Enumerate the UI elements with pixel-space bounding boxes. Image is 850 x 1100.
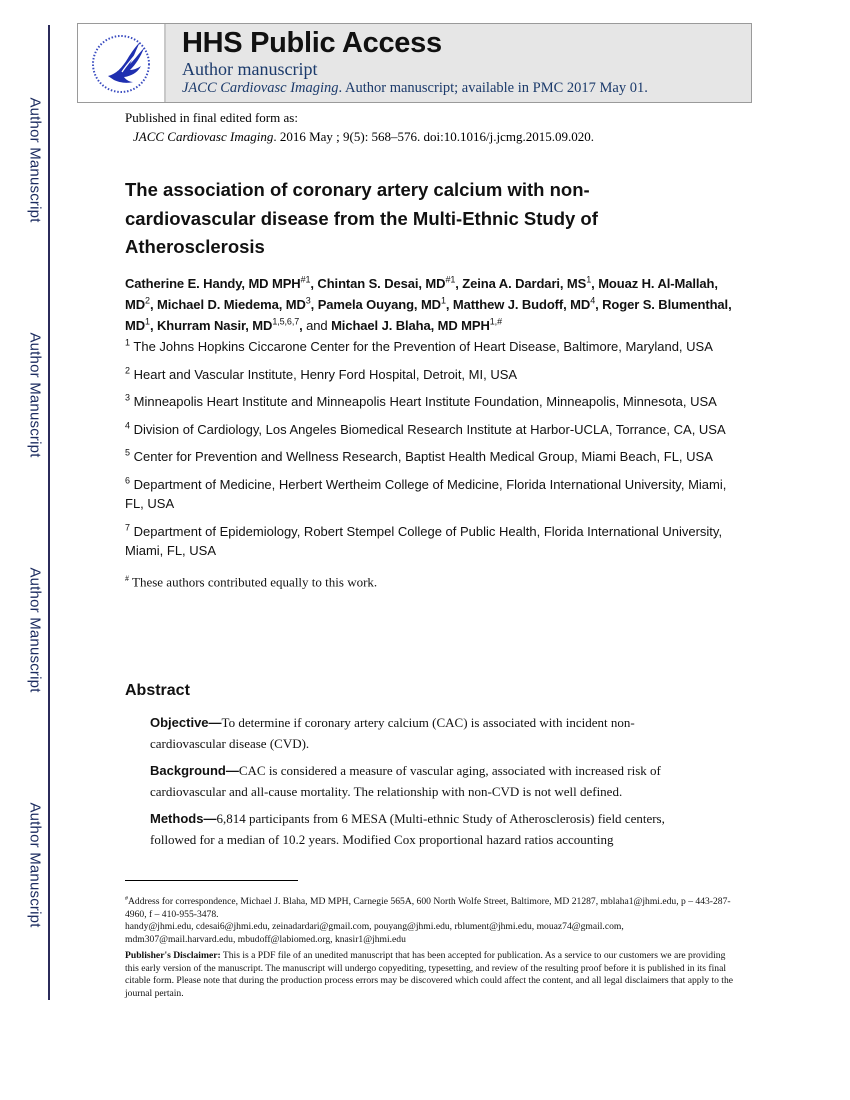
author-affil-sup: 1: [440, 295, 446, 306]
abstract-heading: Abstract: [125, 682, 190, 699]
abstract-body: [150, 713, 710, 857]
citation-details[interactable]: . 2016 May ; 9(5): 568–576. doi:10.1016/j.jcmg.2015.09.020.: [273, 129, 594, 144]
hhs-header: [77, 23, 752, 103]
sidebar-label-text: Author Manuscript: [26, 567, 44, 693]
affiliation: [125, 337, 735, 357]
affiliation-number: 2: [125, 365, 131, 376]
author: Pamela Ouyang, MD: [317, 297, 441, 312]
affiliation-text: Heart and Vascular Institute, Henry Ford Hospital, Detroit, MI, USA: [133, 366, 518, 382]
publisher-disclaimer: [125, 950, 735, 1000]
sidebar-rule: [48, 25, 50, 1000]
affiliation: [125, 475, 735, 514]
footnotes: [125, 893, 735, 1000]
author-affil-sup: #1: [445, 274, 456, 285]
equal-contribution-note: [125, 569, 735, 592]
affiliation-text: Minneapolis Heart Institute and Minneapolis Heart Institute Foundation, Minneapolis, Minnesota, USA: [133, 394, 717, 409]
author-affil-sup: 2: [145, 295, 150, 306]
equal-contribution-text: These authors contributed equally to this work.: [132, 573, 378, 589]
abstract-section-label: Background—: [150, 763, 239, 778]
author-affil-sup: 1: [586, 274, 592, 285]
author-affil-sup: 1,#: [489, 316, 502, 327]
correspondence-text: Address for correspondence, Michael J. Blaha, MD MPH, Carnegie 565A, 600 North Wolfe Street, Baltimore, MD 21287, mblaha1@jhmi.edu, p – 443-287-4960, f – 410-955-3478.: [125, 896, 731, 920]
correspondence-footnote: [125, 893, 735, 921]
author-affil-sup: 1,5,6,7: [272, 316, 300, 327]
disclaimer-text: This is a PDF file of an unedited manuscript that has been accepted for publication. As a service to our customers we are providing this early version of the manuscript. The manuscript will undergo copyediting, typesetting, and review of the resulting proof before it is published in its final citable form. Please note that during the production process errors may be discovered which could affect the content, and all legal disclaimers that apply to the journal pertain.: [125, 950, 734, 999]
author-affil-sup: 4: [590, 295, 596, 306]
abstract-methods: [150, 809, 710, 850]
header-subtitle: Author manuscript: [182, 59, 318, 79]
author: Catherine E. Handy, MD MPH: [125, 276, 301, 291]
affiliation: [125, 392, 735, 412]
affiliation-number: 3: [125, 392, 131, 403]
affiliation-number: 5: [125, 447, 131, 458]
sidebar-label-text: Author Manuscript: [26, 802, 44, 928]
affiliation-number: 7: [125, 522, 131, 533]
affiliation-text: Department of Medicine, Herbert Wertheim College of Medicine, Florida International University, Miami, FL, USA: [125, 476, 727, 511]
author: Khurram Nasir, MD: [156, 318, 273, 333]
author: Mouaz H. Al-Mallah, MD: [125, 276, 718, 312]
affiliation-text: Center for Prevention and Wellness Research, Baptist Health Medical Group, Miami Beach, FL, USA: [133, 449, 713, 464]
affiliation-text: Department of Epidemiology, Robert Stempel College of Public Health, Florida International University, Miami, FL, USA: [125, 523, 723, 558]
affiliation: [125, 447, 735, 467]
sidebar-label-text: Author Manuscript: [26, 332, 44, 458]
affiliation: [125, 522, 735, 561]
author-affil-sup: 3: [305, 295, 311, 306]
author: Michael J. Blaha, MD MPH: [331, 318, 490, 333]
article-title: The association of coronary artery calcium with non-cardiovascular disease from the Multi-Ethnic Study of Atherosclerosis: [125, 179, 598, 257]
abstract-section-text: To determine if coronary artery calcium (CAC) is associated with incident non-cardiovascular disease (CVD).: [150, 715, 635, 751]
footnote-divider: [125, 880, 298, 881]
affiliation: [125, 365, 735, 385]
disclaimer-label: Publisher's Disclaimer:: [125, 950, 221, 962]
abstract-background: [150, 761, 710, 802]
journal-name: JACC Cardiovasc Imaging: [182, 80, 339, 96]
abstract-objective: [150, 713, 710, 754]
citation-journal: JACC Cardiovasc Imaging: [133, 129, 274, 144]
affiliation-text: Division of Cardiology, Los Angeles Biomedical Research Institute at Harbor-UCLA, Torrance, CA, USA: [133, 421, 726, 437]
author: Chintan S. Desai, MD: [317, 276, 446, 291]
author-affil-sup: 1: [145, 316, 150, 327]
author: Roger S. Blumenthal, MD: [125, 297, 732, 333]
affiliation-number: 1: [125, 337, 131, 348]
affiliation: [125, 420, 735, 440]
author: Matthew J. Budoff, MD: [452, 297, 591, 312]
affiliation-number: 4: [125, 420, 131, 431]
published-citation: [125, 108, 594, 146]
abstract-section-text: CAC is considered a measure of vascular aging, associated with increased risk of cardiovascular and all-cause mortality. The relationship with non-CVD is not well defined.: [150, 763, 661, 799]
header-title: HHS Public Access: [182, 27, 442, 59]
affiliation-text: The Johns Hopkins Ciccarone Center for the Prevention of Heart Disease, Baltimore, Maryland, USA: [133, 339, 713, 354]
author-affil-sup: #1: [300, 274, 311, 285]
affiliation-number: 6: [125, 475, 131, 486]
author: Zeina A. Dardari, MS: [462, 276, 587, 291]
author: Michael D. Miedema, MD: [156, 297, 306, 312]
author-emails: handy@jhmi.edu, cdesai6@jhmi.edu, zeinadardari@gmail.com, pouyang@jhmi.edu, rblument@jhmi.edu, mouaz74@gmail.com, mdm307@mail.harvard.edu, mbudoff@labiomed.org, knasir1@jhmi.edu: [125, 921, 624, 945]
abstract-section-label: Methods—: [150, 811, 217, 826]
published-label: Published in final edited form as:: [125, 110, 298, 125]
abstract-section-label: Objective—: [150, 715, 222, 730]
author-conjunction: and: [306, 318, 328, 333]
citation-line: [125, 127, 594, 146]
header-journal-line: [182, 79, 648, 97]
sidebar-label-text: Author Manuscript: [26, 97, 44, 223]
abstract-section-text: 6,814 participants from 6 MESA (Multi-ethnic Study of Atherosclerosis) field centers, followed for a median of 10.2 years. Modified Cox proportional hazard ratios accounting: [150, 811, 665, 847]
availability-text: . Author manuscript; available in PMC 2017 May 01.: [338, 80, 648, 96]
hhs-eagle-logo-icon: [78, 24, 166, 102]
footnote-mark: #: [125, 896, 128, 902]
affiliation-list: [125, 337, 735, 591]
author-list: Catherine E. Handy, MD MPH$^{\#1}$, Chintan S. Desai, MD$^{\#1}$, Zeina A. Dardari, $MS^1$, Mouaz H. Al-Mallah, $MD^2$, Michael D. Miedema, $MD^3$, Pamela Ouyang, $MD^1$, Matthew J. Budoff, $MD^4$, Roger S. Blumenthal, $MD^1$, Khurram Nasir, MD$^{1,5,6,7}$, and Michael J. Blaha, MD $MPH^{1,\#}$: [125, 274, 732, 333]
equal-contribution-mark: #: [125, 573, 129, 583]
